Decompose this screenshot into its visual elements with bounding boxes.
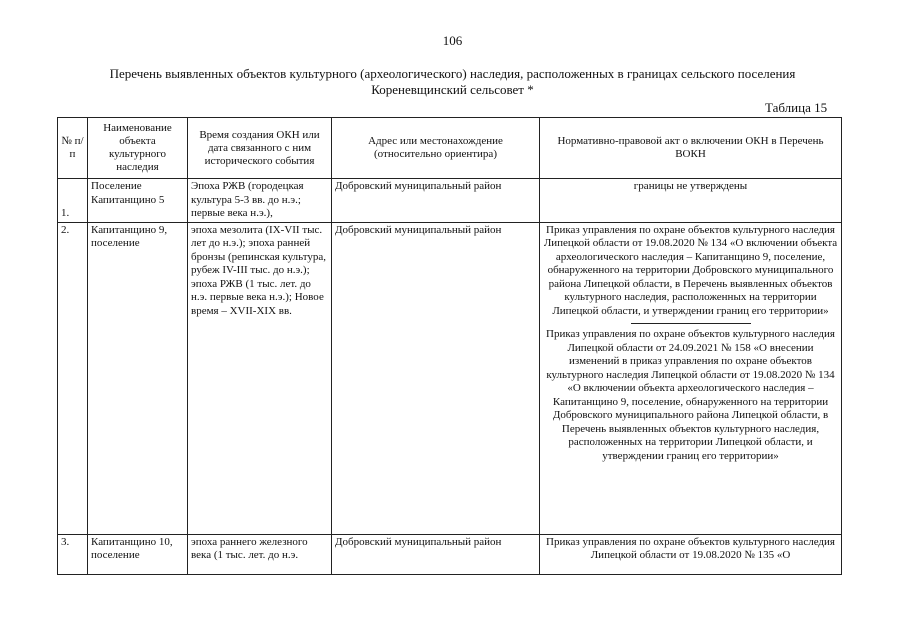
- header-address: Адрес или местонахождение (относительно ориентира): [332, 118, 540, 179]
- row-address: Добровский муниципальный район: [332, 222, 540, 534]
- table-row: [58, 534, 842, 574]
- header-number: № п/п: [58, 118, 88, 179]
- row-act: [540, 179, 842, 223]
- act-divider: [631, 323, 751, 324]
- row-time: Эпоха РЖВ (городецкая культура 5-3 вв. до н.э.; первые века н.э.),: [188, 179, 332, 223]
- act-text: Приказ управления по охране объектов культурного наследия Липецкой области от 19.08.2020 № 135 «О: [546, 535, 835, 561]
- act-text: Приказ управления по охране объектов культурного наследия Липецкой области от 19.08.2020 № 134 «О включении объекта археологического наследия – Капитанщино 9, поселение, обнаруженного на территории Добровского муниципального района Липецкой области, в Перечень выявленных объектов культурного наследия, расположенных на территории Липецкой области, и утверждении границ его территории»: [543, 223, 838, 317]
- row-time: эпоха раннего железного века (1 тыс. лет. до н.э.: [188, 534, 332, 574]
- table-row: [58, 222, 842, 534]
- table-header-row: [58, 118, 842, 179]
- row-act: [540, 222, 842, 534]
- header-act: Нормативно-правовой акт о включении ОКН в Перечень ВОКН: [540, 118, 842, 179]
- table-label: Таблица 15: [765, 100, 828, 115]
- row-name: Капитанщино 9, поселение: [88, 222, 188, 534]
- row-name: Капитанщино 10, поселение: [88, 534, 188, 574]
- row-number: 3.: [58, 534, 88, 574]
- header-time: Время создания ОКН или дата связанного с ним исторического события: [188, 118, 332, 179]
- page-number: 106: [442, 33, 463, 48]
- row-number: 1.: [58, 179, 88, 223]
- document-title: Перечень выявленных объектов культурного (археологического) наследия, расположенных в границах сельского поселения Кореневщинский сельсовет *: [109, 66, 796, 97]
- row-time: эпоха мезолита (IX-VII тыс. лет до н.э.); эпоха ранней бронзы (репинская культура, рубеж IV-III тыс. до н.э.); эпоха РЖВ (1 тыс. лет. до н.э. первые века н.э.); Новое время – XVII-XIX вв.: [188, 222, 332, 534]
- table-row: [58, 179, 842, 223]
- act-text: границы не утверждены: [633, 180, 748, 192]
- row-act: [540, 534, 842, 574]
- okn-table: [57, 117, 842, 575]
- row-address: Добровский муниципальный район: [332, 179, 540, 223]
- row-name: Поселение Капитанщино 5: [88, 179, 188, 223]
- act-text: Приказ управления по охране объектов культурного наследия Липецкой области от 24.09.2021 № 158 «О внесении изменений в приказ управления по охране объектов культурного наследия Липецкой области от 19.08.2020 № 134 «О включении объекта археологического наследия – Капитанщино 9, поселение, обнаруженного на территории Добровского муниципального района Липецкой области, в Перечень выявленных объектов культурного наследия, расположенных на территории Липецкой области, и утверждении границ его территории»: [546, 328, 835, 462]
- row-number: 2.: [58, 222, 88, 534]
- row-address: Добровский муниципальный район: [332, 534, 540, 574]
- header-name: Наименование объекта культурного наследия: [88, 118, 188, 179]
